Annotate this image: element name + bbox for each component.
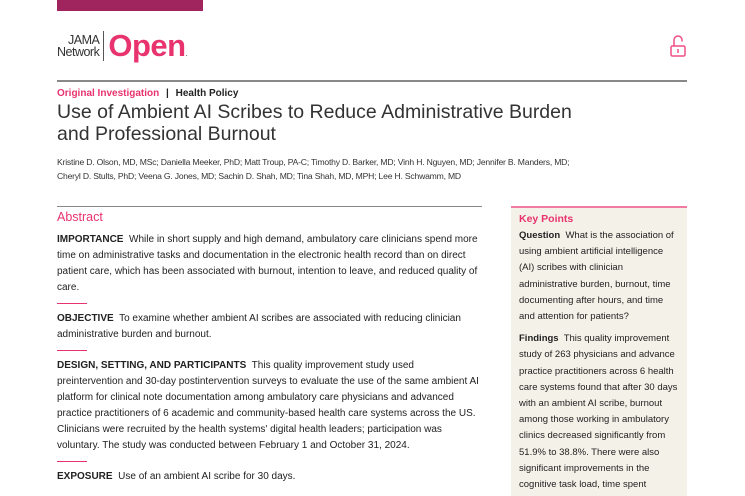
title-line: and Professional Burnout — [57, 123, 276, 145]
findings-text: This quality improvement study of 263 physicians and advance practice practitioners across 6 health care systems found that after 30 days with an ambient AI scribe, burnout among those working in ambulatory clinics decreased significantly from 51.9% to 38.8%. There were also significant improvements in the cognitive task load, time spent — [519, 333, 678, 491]
jama-network-open-logo[interactable] — [57, 30, 188, 62]
logo-network: Network — [57, 45, 100, 59]
article-title — [57, 101, 617, 145]
abstract-objective — [57, 311, 482, 343]
section-text: Use of an ambient AI scribe for 30 days. — [118, 471, 296, 482]
section-separator: | — [166, 88, 169, 99]
section-divider — [57, 303, 87, 304]
section-divider — [57, 350, 87, 351]
authors-line: Cheryl D. Stults, PhD; Veena G. Jones, MD; Sachin D. Shah, MD; Tina Shah, MD, MPH; Lee H. Schwamm, MD — [57, 171, 461, 181]
authors-line: Kristine D. Olson, MD, MSc; Daniella Meeker, PhD; Matt Troup, PA-C; Timothy D. Barker, MD; Vinh H. Nguyen, MD; Jennifer B. Manders, MD; — [57, 157, 570, 167]
key-points-box — [511, 206, 687, 496]
key-points-heading: Key Points — [519, 213, 574, 225]
section-text: While in short supply and high demand, ambulatory care clinicians spend more time on administrative tasks and documentation in the electronic health record than on direct patient care, which has been associated with burnout, intention to leave, and reduced quality of care. — [57, 234, 478, 293]
abstract-exposure — [57, 469, 482, 485]
section-text: This quality improvement study used preintervention and 30-day postintervention surveys to evaluate the use of the same ambient AI platform for clinical note documentation among ambulatory care physicians and advanced practice practitioners of 6 academic and community-based health care systems across the US. Clinicians were recruited by the health systems' digital health leaders; participation was voluntary. The study was conducted between February 1 and October 31, 2024. — [57, 360, 479, 451]
article-section — [57, 88, 238, 99]
key-points-question — [519, 228, 679, 325]
author-list — [57, 155, 617, 183]
logo-divider — [103, 31, 104, 61]
section-label: EXPOSURE — [57, 471, 113, 482]
question-text: What is the association of using ambient artificial intelligence (AI) scribes with clinician administrative burden, burnout, time documenting after hours, and time and attention for patients? — [519, 230, 674, 323]
section-label: OBJECTIVE — [57, 313, 114, 324]
question-label: Question — [519, 230, 561, 241]
top-accent-bar — [57, 0, 203, 11]
key-points-findings — [519, 331, 679, 493]
logo-jama: JAMA — [68, 33, 100, 47]
section-label: IMPORTANCE — [57, 234, 124, 245]
findings-label: Findings — [519, 333, 559, 345]
abstract-design — [57, 358, 482, 454]
open-access-lock-icon[interactable] — [670, 35, 686, 57]
abstract — [57, 206, 482, 485]
section-divider — [57, 461, 87, 462]
abstract-importance — [57, 232, 482, 296]
title-line: Use of Ambient AI Scribes to Reduce Administrative Burden — [57, 101, 572, 123]
article-subject-link[interactable]: Health Policy — [175, 88, 239, 99]
logo-open: Open — [108, 28, 186, 63]
article-type-link[interactable]: Original Investigation — [57, 88, 160, 99]
section-label: DESIGN, SETTING, AND PARTICIPANTS — [57, 360, 247, 371]
section-text: To examine whether ambient AI scribes are associated with reducing clinician administrative burden and burnout. — [57, 313, 461, 340]
logo-mark: . — [185, 49, 188, 58]
abstract-heading: Abstract — [57, 210, 103, 224]
header-divider — [57, 80, 687, 82]
